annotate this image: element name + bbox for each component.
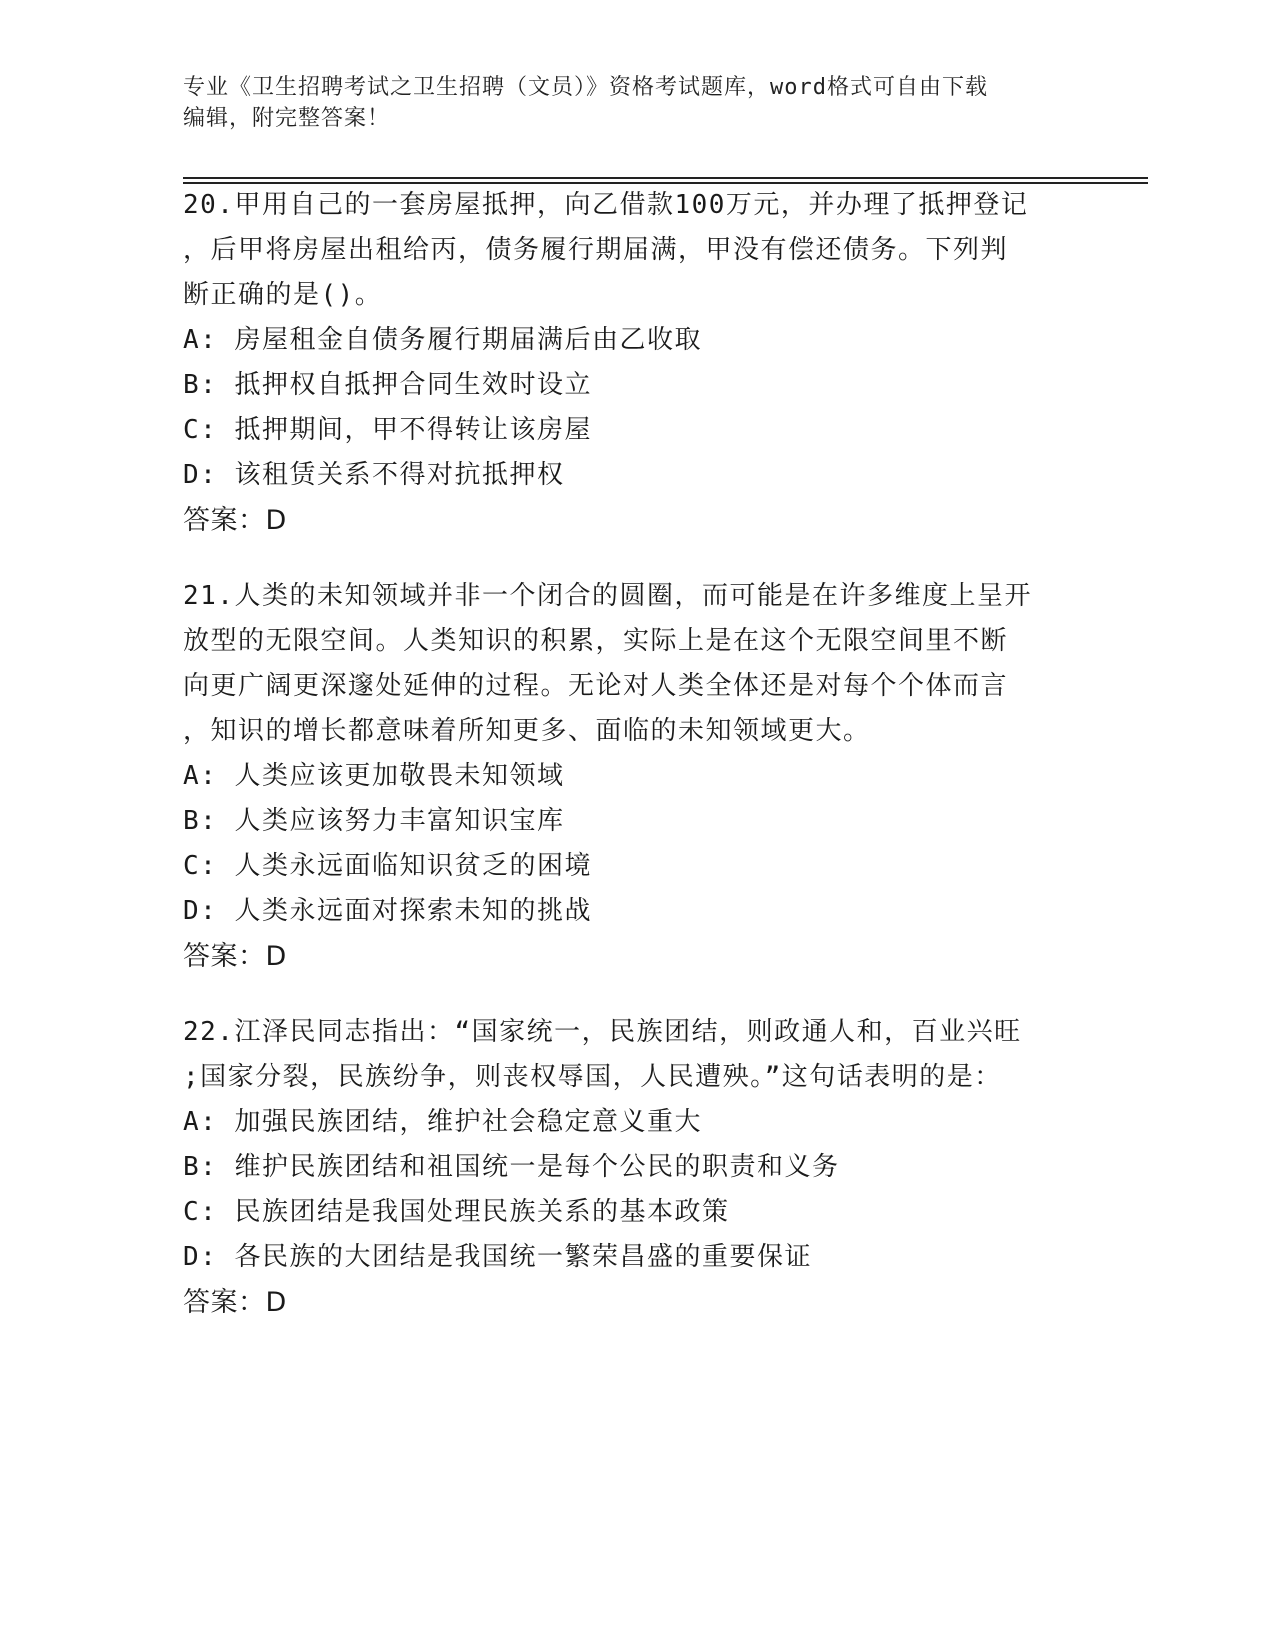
question-text-line: ，知识的增长都意味着所知更多、面临的未知领域更大。 [183, 716, 871, 746]
question-text-line: 22.江泽民同志指出：“国家统一，民族团结，则政通人和，百业兴旺 [183, 1017, 1022, 1047]
header-line-1: 专业《卫生招聘考试之卫生招聘（文员）》资格考试题库，word格式可自由下载 [183, 75, 988, 100]
header-line-2: 编辑，附完整答案！ [183, 106, 391, 131]
question-22 [183, 1010, 1083, 1325]
option-c: C: 民族团结是我国处理民族关系的基本政策 [183, 1197, 730, 1227]
document-header [183, 72, 1063, 134]
option-b: B: 抵押权自抵押合同生效时设立 [183, 370, 592, 400]
question-text-line: 21.人类的未知领域并非一个闭合的圆圈，而可能是在许多维度上呈开 [183, 581, 1032, 611]
question-text-line: 20.甲用自己的一套房屋抵押，向乙借款100万元，并办理了抵押登记 [183, 190, 1029, 220]
option-c: C: 人类永远面临知识贫乏的困境 [183, 851, 592, 881]
answer-label: 答案：D [183, 941, 287, 972]
question-text-line: ;国家分裂，民族纷争，则丧权辱国，人民遭殃。”这句话表明的是： [183, 1062, 1002, 1092]
option-a: A: 加强民族团结，维护社会稳定意义重大 [183, 1107, 702, 1137]
option-a: A: 人类应该更加敬畏未知领域 [183, 761, 565, 791]
question-20 [183, 183, 1083, 543]
option-b: B: 维护民族团结和祖国统一是每个公民的职责和义务 [183, 1152, 840, 1182]
question-text-line: 向更广阔更深邃处延伸的过程。无论对人类全体还是对每个个体而言 [183, 671, 1009, 701]
option-a: A: 房屋租金自债务履行期届满后由乙收取 [183, 325, 702, 355]
answer-label: 答案：D [183, 505, 287, 536]
option-d: D: 人类永远面对探索未知的挑战 [183, 896, 592, 926]
option-b: B: 人类应该努力丰富知识宝库 [183, 806, 565, 836]
answer-label: 答案：D [183, 1287, 287, 1318]
question-text-line: ，后甲将房屋出租给丙，债务履行期届满，甲没有偿还债务。下列判 [183, 235, 1009, 265]
question-text-line: 断正确的是()。 [183, 280, 383, 310]
question-21 [183, 574, 1083, 979]
option-d: D: 该租赁关系不得对抗抵押权 [183, 460, 565, 490]
question-text-line: 放型的无限空间。人类知识的积累，实际上是在这个无限空间里不断 [183, 626, 1009, 656]
option-d: D: 各民族的大团结是我国统一繁荣昌盛的重要保证 [183, 1242, 812, 1272]
option-c: C: 抵押期间，甲不得转让该房屋 [183, 415, 592, 445]
header-divider-top [183, 177, 1148, 179]
